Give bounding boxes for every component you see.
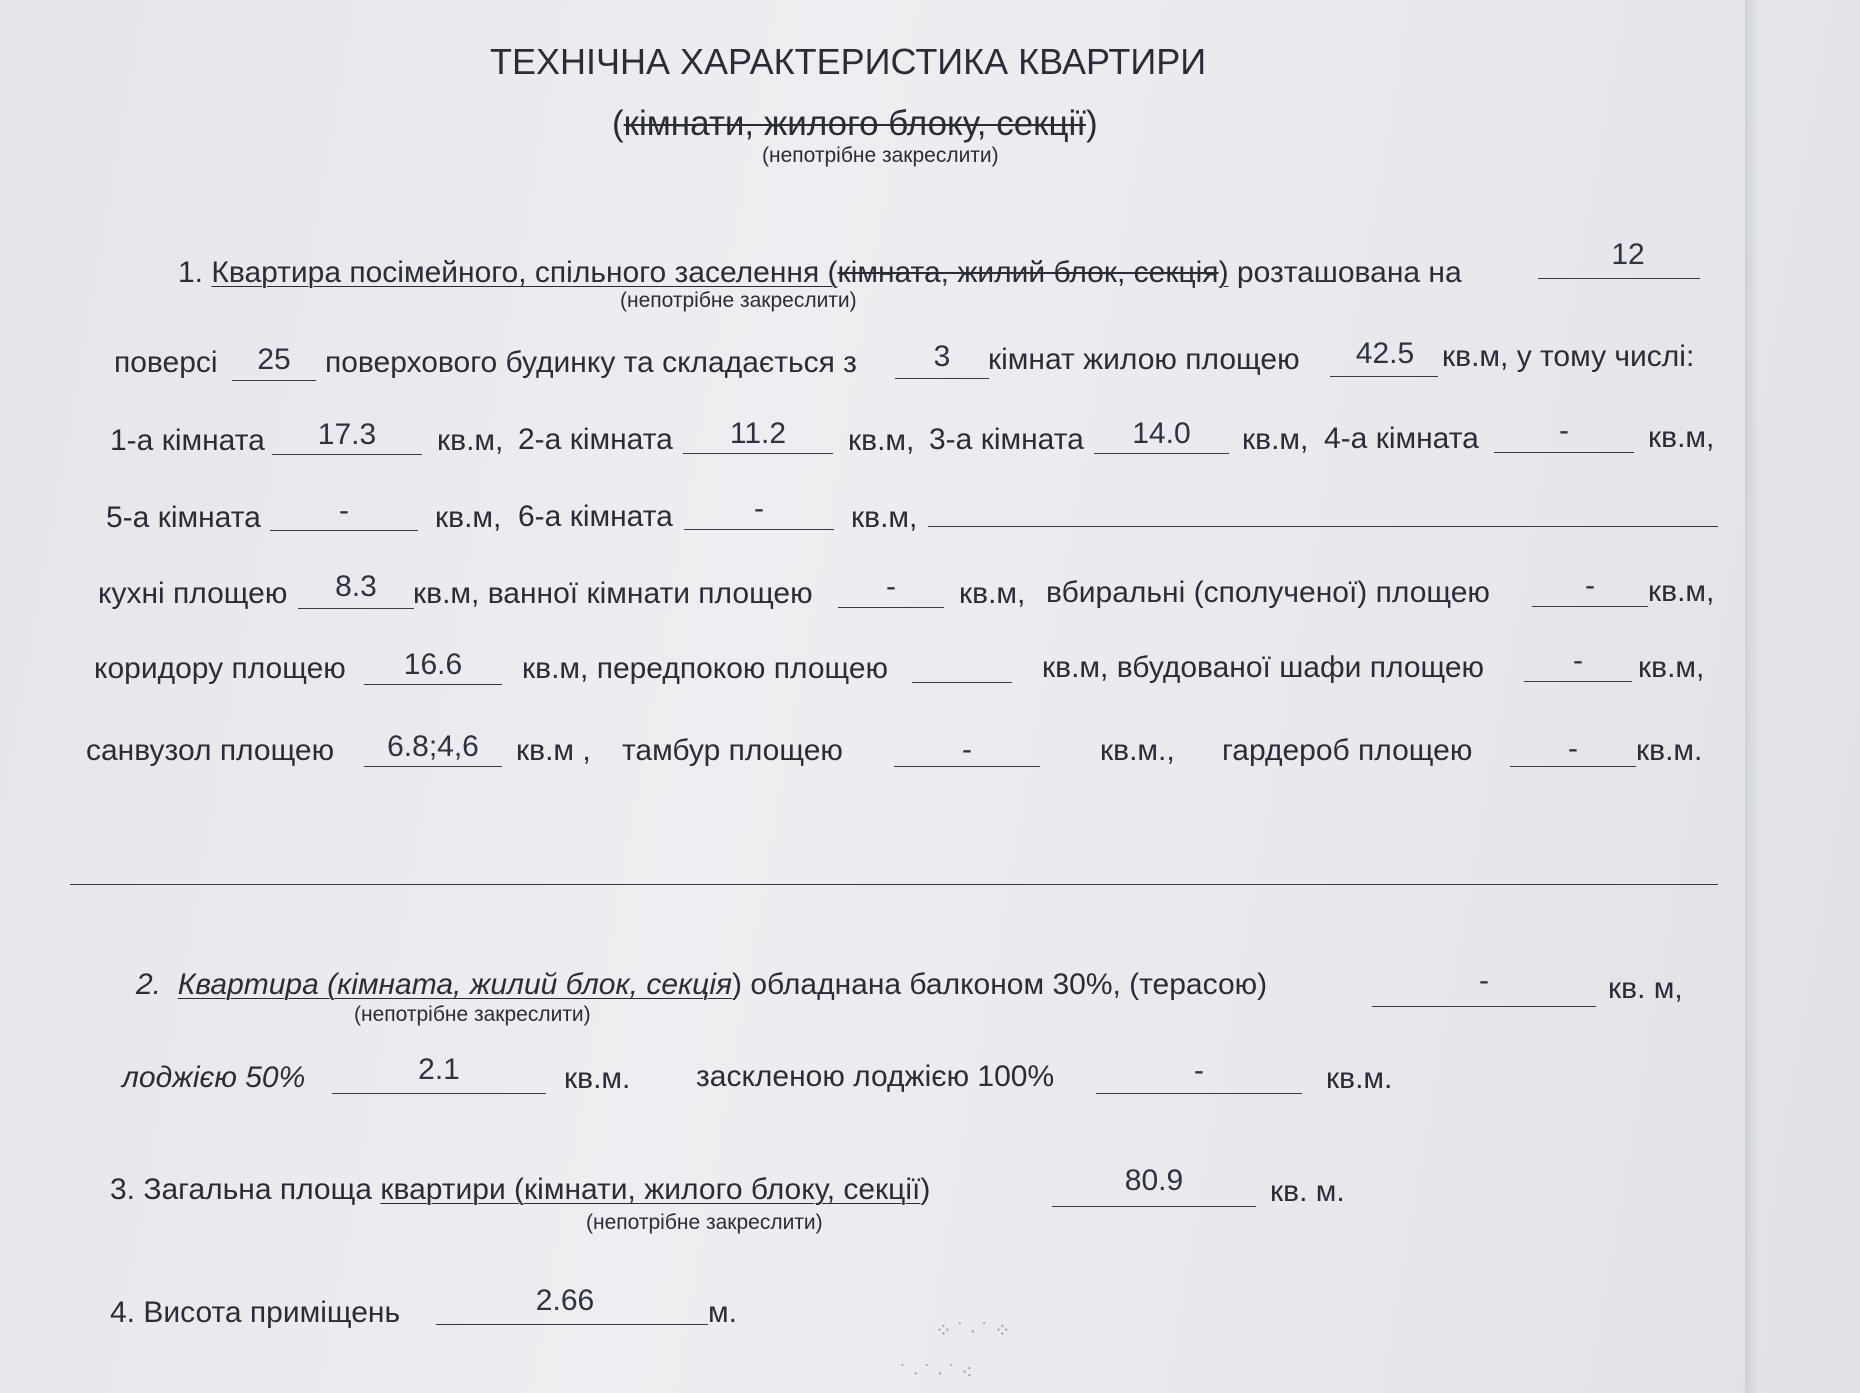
bath-label: кв.м, ванної кімнати площею: [413, 577, 813, 610]
blank-fill-line: [928, 526, 1718, 527]
section2-hint: (непотрібне закреслити): [354, 1003, 591, 1026]
section2-number: 2.: [136, 968, 162, 1001]
faint-stamp-marks: ⁘ ˙ · ˙ ⁘: [935, 1320, 1011, 1342]
glazed-loggia-label: заскленою лоджією 100%: [696, 1060, 1055, 1093]
glazed-loggia-value: -: [1194, 1054, 1204, 1087]
closet-field-line: [1510, 766, 1636, 767]
total-area-value: 80.9: [1124, 1164, 1184, 1197]
section1-located-on: розташована на: [1236, 256, 1462, 289]
closet-label: гардероб площею: [1222, 734, 1473, 767]
storeys-field-line: [232, 380, 316, 381]
document-subtitle: [612, 106, 1098, 141]
section3-underlined-text: квартири (кімнати, жилого блоку, секції: [380, 1173, 921, 1206]
corridor-field-line: [364, 684, 502, 685]
room4-label: 4-а кімната: [1324, 422, 1479, 455]
subtitle-hint: (непотрібне закреслити): [762, 144, 999, 167]
section1-hint: (непотрібне закреслити): [620, 289, 857, 312]
room1-label: 1-а кімната: [110, 424, 265, 457]
vestibule-field-line: [894, 766, 1040, 767]
paper-fold-shadow: [1745, 0, 1860, 1393]
height-value: 2.66: [535, 1284, 595, 1317]
section4-label: 4. Висота приміщень: [110, 1296, 401, 1329]
rooms-text: кімнат жилою площею: [988, 343, 1300, 376]
kitchen-label: кухні площею: [98, 577, 288, 610]
living-area-field-line: [1330, 376, 1438, 377]
room1-unit: кв.м,: [437, 424, 504, 457]
room3-value: 14.0: [1132, 417, 1191, 450]
building-text: поверхового будинку та складається з: [325, 346, 857, 379]
section1-close-paren: ): [1218, 256, 1229, 289]
room1-field-line: [272, 454, 422, 455]
sanitary-label: санвузол площею: [86, 734, 335, 767]
corridor-label: коридору площею: [94, 652, 346, 685]
section2-underlined-text: Квартира (кімната, жилий блок, секція: [177, 968, 733, 1001]
wardrobe-value: -: [1573, 644, 1583, 677]
floor-value: 12: [1611, 238, 1645, 271]
loggia-field-line: [332, 1093, 546, 1094]
section-divider: [70, 884, 1718, 885]
glazed-loggia-unit: кв.м.: [1326, 1062, 1393, 1095]
room5-unit: кв.м,: [435, 501, 502, 534]
corridor-value: 16.6: [403, 648, 463, 681]
room2-unit: кв.м,: [848, 424, 915, 457]
wardrobe-field-line: [1524, 681, 1632, 682]
total-area-unit: кв. м.: [1270, 1175, 1345, 1208]
closet-unit: кв.м.: [1636, 734, 1703, 767]
room6-unit: кв.м,: [851, 501, 918, 534]
bath-value: -: [886, 570, 896, 603]
sanitary-value: 6.8;4,6: [387, 730, 479, 763]
room1-value: 17.3: [317, 418, 377, 451]
section1-struck-text: кімната, жилий блок, секція: [837, 256, 1219, 289]
wc-value: -: [1585, 569, 1595, 602]
room6-field-line: [684, 529, 834, 530]
hall-label: кв.м, передпокою площею: [522, 652, 889, 685]
terrace-value: -: [1479, 964, 1489, 997]
terrace-field-line: [1372, 1006, 1596, 1007]
height-unit: м.: [708, 1296, 737, 1329]
room4-unit: кв.м,: [1648, 421, 1715, 454]
section2-close-paren: ): [732, 968, 743, 1001]
bath-field-line: [838, 607, 944, 608]
closet-value: -: [1568, 732, 1578, 765]
section3-hint: (непотрібне закреслити): [586, 1211, 823, 1234]
section2-balcony-text: обладнана балконом 30%, (терасою): [750, 968, 1268, 1001]
floor-label: поверсі: [114, 346, 218, 379]
room2-field-line: [683, 453, 833, 454]
living-area-tail: кв.м, у тому числі:: [1442, 340, 1695, 373]
section2-intro: [136, 970, 1267, 1000]
living-area-value: 42.5: [1355, 337, 1415, 370]
kitchen-field-line: [298, 608, 414, 609]
loggia-unit: кв.м.: [564, 1062, 631, 1095]
terrace-unit: кв. м,: [1608, 972, 1683, 1005]
section1-underlined-text: Квартира посімейного, спільного заселення (: [211, 256, 838, 289]
room5-value: -: [339, 494, 349, 527]
section1-number: 1.: [178, 256, 204, 289]
section1-intro: [178, 258, 1462, 288]
room2-label: 2-а кімната: [518, 423, 673, 456]
faint-stamp-marks-lower: ˙ · ˙ · ˙ ⁖: [900, 1362, 973, 1384]
subtitle-close-paren: ): [1086, 104, 1098, 143]
section3-label: 3. Загальна площа: [110, 1173, 372, 1206]
rooms-count-field-line: [895, 378, 989, 379]
wc-field-line: [1532, 606, 1648, 607]
wardrobe-unit: кв.м,: [1638, 651, 1705, 684]
room5-label: 5-а кімната: [106, 501, 261, 534]
section3-intro: [110, 1175, 930, 1205]
height-field-line: [436, 1324, 708, 1325]
loggia-value: 2.1: [418, 1053, 460, 1086]
subtitle-open-paren: (: [612, 104, 624, 143]
room3-label: 3-а кімната: [929, 423, 1084, 456]
subtitle-struck-text: кімнати, жилого блоку, секції: [623, 104, 1087, 143]
bath-unit: кв.м,: [959, 577, 1026, 610]
floor-field-line: [1538, 278, 1700, 279]
wc-unit: кв.м,: [1648, 575, 1715, 608]
document-title: ТЕХНІЧНА ХАРАКТЕРИСТИКА КВАРТИРИ: [490, 41, 1207, 82]
kitchen-value: 8.3: [335, 570, 377, 603]
vestibule-label: тамбур площею: [622, 734, 843, 767]
section3-close-paren: ): [920, 1173, 931, 1206]
room4-value: -: [1559, 414, 1569, 447]
room3-unit: кв.м,: [1242, 423, 1309, 456]
room4-field-line: [1494, 452, 1634, 453]
loggia-label: лоджією 50%: [122, 1061, 306, 1094]
wc-label: вбиральні (сполученої) площею: [1046, 576, 1490, 609]
room2-value: 11.2: [729, 417, 787, 450]
rooms-count-value: 3: [933, 340, 951, 373]
wardrobe-label: кв.м, вбудованої шафи площею: [1042, 651, 1485, 684]
sanitary-unit: кв.м ,: [516, 734, 591, 767]
glazed-loggia-field-line: [1096, 1093, 1302, 1094]
vestibule-unit: кв.м.,: [1100, 734, 1175, 767]
total-area-field-line: [1052, 1206, 1256, 1207]
room5-field-line: [270, 530, 418, 531]
vestibule-value: -: [962, 733, 972, 766]
room6-label: 6-а кімната: [518, 500, 673, 533]
room3-field-line: [1094, 453, 1229, 454]
sanitary-field-line: [364, 766, 502, 767]
room6-value: -: [754, 492, 764, 525]
hall-field-line: [912, 682, 1012, 683]
storeys-value: 25: [257, 343, 291, 376]
